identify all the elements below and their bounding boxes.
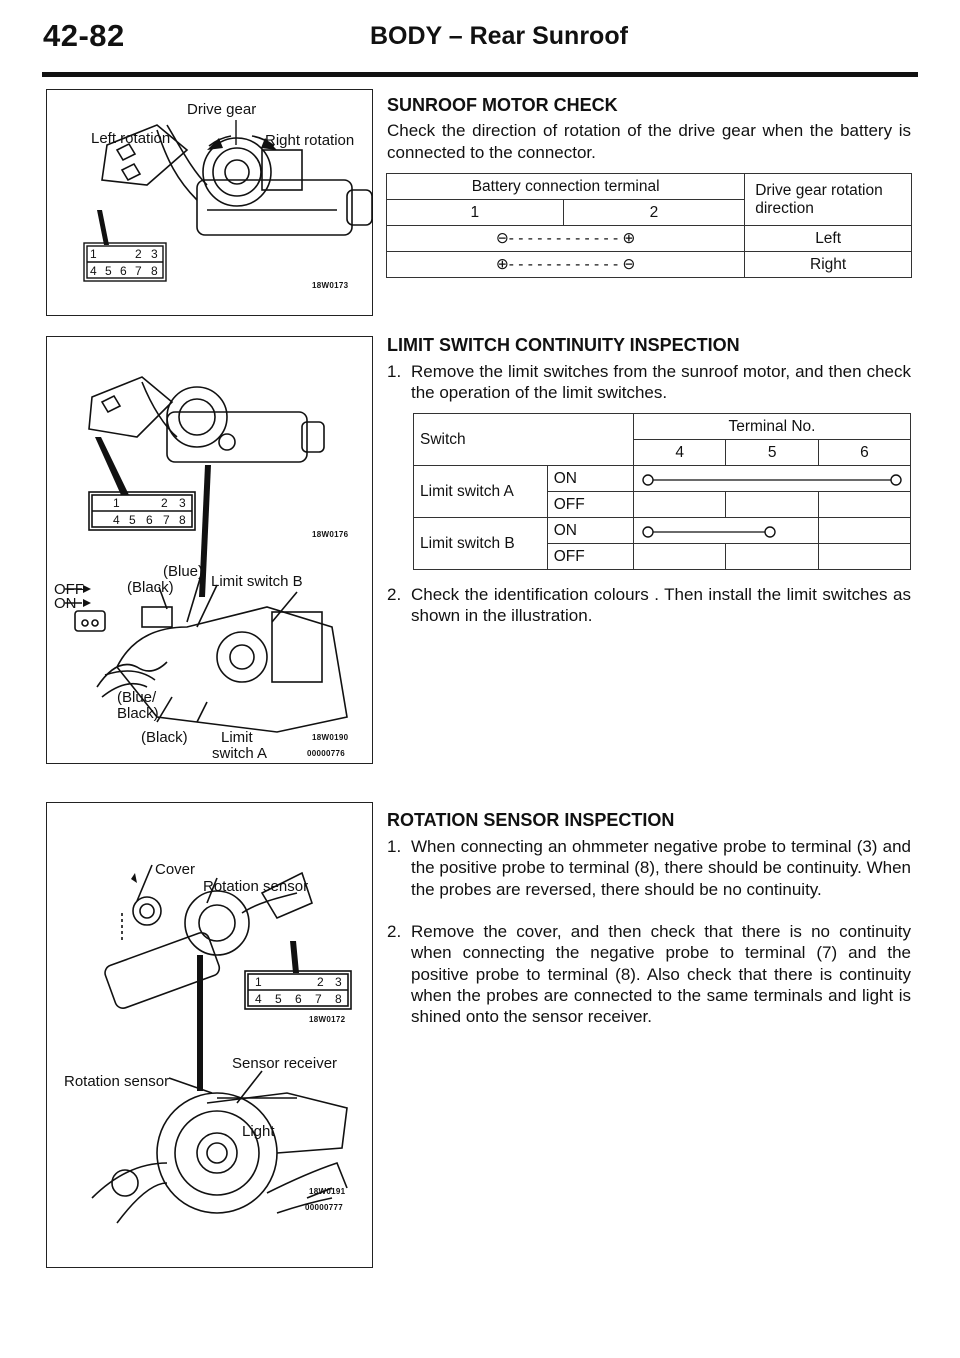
left-rotation-label: Left rotation (91, 130, 171, 147)
figure-code: 18W0173 (312, 281, 349, 290)
limit-switch-a-row-label: Limit switch A (414, 466, 548, 518)
figure-code: 00000776 (307, 749, 345, 758)
rotation-sensor-illustration (47, 803, 374, 1269)
on-cell: ON (547, 518, 633, 544)
right-rotation-label: Right rotation (265, 132, 355, 149)
rotation-sensor-label: Rotation sensor (203, 878, 309, 895)
step-text: Remove the cover, and then check that there is no continuity when connecting the negative probe to terminal (7) and the positive probe to terminal (8). Also check that there is continuity when the probes are connected to the same terminals and light is shined onto the sensor receiver. (411, 922, 911, 1027)
connector-pin: 1 (255, 975, 262, 989)
page-number: 42-82 (43, 18, 125, 53)
continuity-a-on (633, 466, 910, 492)
figure-code: 18W0190 (312, 733, 349, 742)
rotation-direction: Right (745, 252, 912, 278)
limit-switch-illustration (47, 337, 374, 765)
continuity-line-4-6 (634, 467, 910, 491)
connector-pin: 5 (275, 992, 282, 1006)
connector-pin: 7 (135, 264, 142, 278)
black-wire-label-bottom: (Black) (141, 729, 188, 746)
limit-switch-step-2 (387, 584, 911, 628)
limit-switch-a-label: switch A (212, 745, 268, 762)
sensor-receiver-label: Sensor receiver (232, 1055, 338, 1072)
step-text: Remove the limit switches from the sunroof motor, and then check the operation of the limit switches. (411, 362, 911, 403)
blue-wire-label: (Blue) (163, 563, 204, 580)
connector-pin: 7 (163, 513, 170, 527)
connector-pin: 8 (151, 264, 158, 278)
connector-pin: 3 (179, 496, 186, 510)
connector-pin: 7 (315, 992, 322, 1006)
figure-code: 18W0191 (309, 1187, 346, 1196)
connector-pin: 5 (129, 513, 136, 527)
connector-pin: 5 (105, 264, 112, 278)
terminal-5: 5 (726, 440, 819, 466)
connector-pin: 1 (90, 247, 97, 261)
connector-pin: 3 (335, 975, 342, 989)
connector-pin: 2 (317, 975, 324, 989)
limit-switch-step-1 (387, 361, 911, 405)
figure-drive-gear (46, 89, 373, 316)
connector-pin: 6 (120, 264, 127, 278)
motor-check-table (386, 173, 912, 278)
connector-pin: 8 (179, 513, 186, 527)
figure-code: 00000777 (305, 1203, 343, 1212)
connector-pin: 6 (295, 992, 302, 1006)
off-cell: OFF (547, 492, 633, 518)
terminal-1-header: 1 (387, 200, 564, 226)
header-rotation-direction: Drive gear rotation direction (745, 174, 912, 226)
header-battery-terminal: Battery connection terminal (387, 174, 745, 200)
page-title: BODY – Rear Sunroof (370, 22, 628, 50)
step-text: When connecting an ohmmeter negative probe to terminal (3) and the positive probe to terminal (8), there should be continuity. When the probes are reversed, there should be no continuity. (411, 837, 911, 899)
connector-pin: 8 (335, 992, 342, 1006)
rotation-sensor-label-bottom: Rotation sensor (64, 1073, 170, 1090)
cover-label: Cover (155, 861, 196, 878)
figure-code: 18W0176 (312, 530, 349, 539)
polarity-pattern: ⊕- - - - - - - - - - - - ⊖ (387, 252, 745, 278)
continuity-line-4-5 (634, 519, 818, 543)
step-number: 2. (387, 585, 402, 604)
connector-pin: 4 (90, 264, 97, 278)
connector-pin: 4 (255, 992, 262, 1006)
figure-rotation-sensor (46, 802, 373, 1268)
motor-check-heading: SUNROOF MOTOR CHECK (387, 95, 618, 115)
limit-switch-heading: LIMIT SWITCH CONTINUITY INSPECTION (387, 335, 740, 355)
limit-switch-table (413, 413, 911, 570)
blue-black-label: (Blue/ (117, 689, 157, 706)
step-text: Check the identification colours . Then install the limit switches as shown in the illustration. (411, 585, 911, 626)
off-cell: OFF (547, 544, 633, 570)
connector-pin: 2 (161, 496, 168, 510)
polarity-pattern: ⊖- - - - - - - - - - - - ⊕ (387, 226, 745, 252)
rotation-direction: Left (745, 226, 912, 252)
step-number: 1. (387, 362, 402, 381)
on-cell: ON (547, 466, 633, 492)
off-label: OFF (54, 581, 84, 598)
limit-switch-b-row-label: Limit switch B (414, 518, 548, 570)
figure-code: 18W0172 (309, 1015, 346, 1024)
step-number: 2. (387, 922, 402, 941)
rotation-sensor-step-1 (387, 836, 911, 924)
terminal-2-header: 2 (563, 200, 745, 226)
connector-pin: 2 (135, 247, 142, 261)
continuity-b-on (633, 518, 818, 544)
connector-pin: 4 (113, 513, 120, 527)
terminal-4: 4 (633, 440, 726, 466)
connector-pin: 3 (151, 247, 158, 261)
switch-header: Switch (414, 414, 634, 466)
motor-check-intro: Check the direction of rotation of the drive gear when the battery is connected to the connector. (387, 121, 911, 162)
drive-gear-label: Drive gear (187, 101, 257, 118)
blue-black-label: Black) (117, 705, 159, 722)
header-rule (42, 72, 918, 77)
connector-pin: 1 (113, 496, 120, 510)
rotation-sensor-step-2 (387, 921, 911, 1051)
terminal-no-header: Terminal No. (633, 414, 910, 440)
connector-pin: 6 (146, 513, 153, 527)
limit-switch-b-label: Limit switch B (211, 573, 303, 590)
limit-switch-a-label: Limit (221, 729, 253, 746)
light-label: Light (242, 1123, 275, 1140)
terminal-6: 6 (818, 440, 910, 466)
black-wire-label: (Black) (127, 579, 174, 596)
on-label: ON (54, 595, 77, 612)
rotation-sensor-heading: ROTATION SENSOR INSPECTION (387, 810, 675, 830)
figure-limit-switch (46, 336, 373, 764)
step-number: 1. (387, 837, 402, 856)
